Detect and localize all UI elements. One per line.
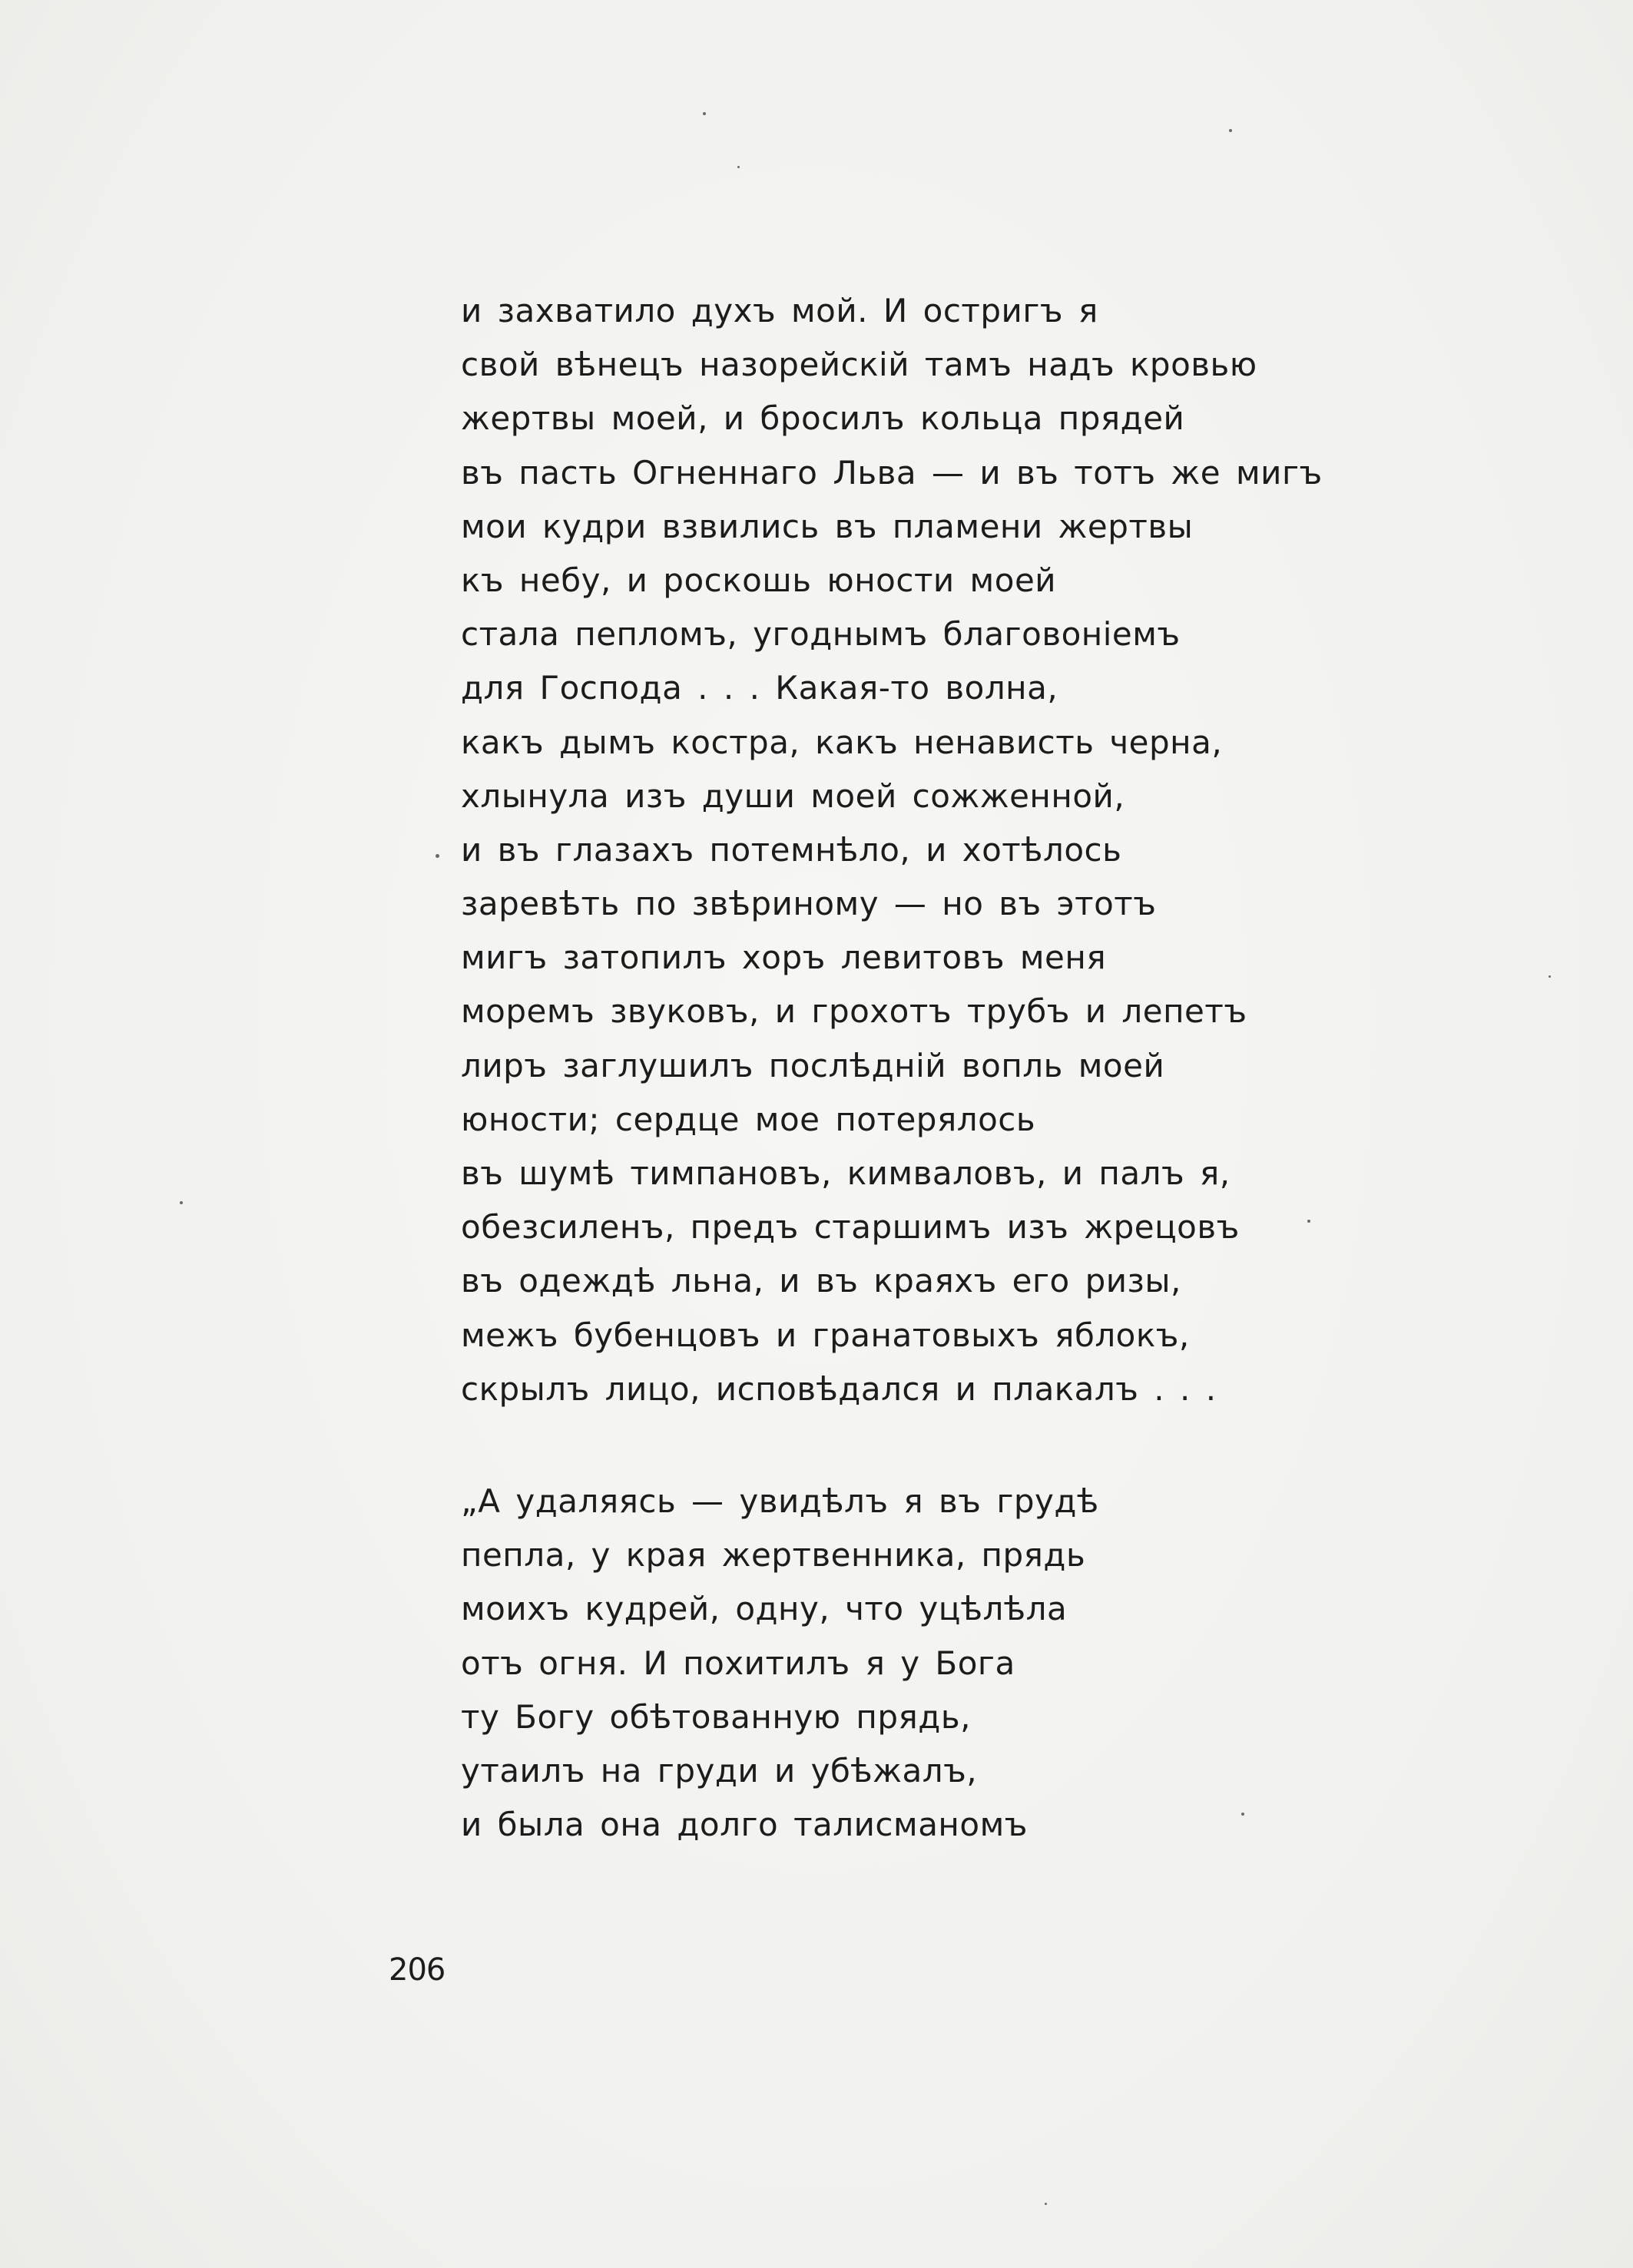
text-line: мои кудри взвились въ пламени жертвы <box>461 507 1194 545</box>
text-line: утаилъ на груди и убѣжалъ, <box>461 1751 978 1790</box>
text-line: и въ глазахъ потемнѣло, и хотѣлось <box>461 830 1122 869</box>
text-line: моремъ звуковъ, и грохотъ трубъ и лепетъ <box>461 992 1247 1031</box>
text-line: къ небу, и роскошь юности моей <box>461 561 1057 599</box>
text-line: какъ дымъ костра, какъ ненависть черна, <box>461 723 1223 761</box>
text-line: заревѣть по звѣриному — но въ этотъ <box>461 885 1157 923</box>
page-number: 206 <box>389 1952 446 1988</box>
text-line: и была она долго талисманомъ <box>461 1806 1028 1844</box>
paper-speck <box>1045 2203 1047 2205</box>
text-line: лиръ заглушилъ послѣдній вопль моей <box>461 1046 1165 1084</box>
text-line: стала пепломъ, угоднымъ благовоніемъ <box>461 615 1181 654</box>
paper-speck <box>1549 975 1551 978</box>
text-line: скрылъ лицо, исповѣдался и плакалъ . . . <box>461 1369 1217 1408</box>
text-line: жертвы моей, и бросилъ кольца прядей <box>461 399 1185 438</box>
paper-speck <box>1229 129 1232 132</box>
text-line: юности; сердце мое потерялось <box>461 1100 1036 1138</box>
paper-speck <box>1241 1813 1244 1816</box>
paragraph-2 <box>461 1475 1383 1852</box>
text-line: отъ огня. И похитилъ я у Бога <box>461 1644 1015 1682</box>
paper-speck <box>703 112 706 115</box>
text-line: обезсиленъ, предъ старшимъ изъ жрецовъ <box>461 1208 1240 1247</box>
text-line: пепла, у края жертвенника, прядь <box>461 1536 1086 1574</box>
paper-speck <box>436 854 439 858</box>
text-line: свой вѣнецъ назорейскій тамъ надъ кровью <box>461 346 1257 384</box>
text-line: мигъ затопилъ хоръ левитовъ меня <box>461 939 1107 977</box>
text-line: въ шумѣ тимпановъ, кимваловъ, и палъ я, <box>461 1154 1231 1192</box>
text-line: въ одеждѣ льна, и въ краяхъ его ризы, <box>461 1262 1181 1300</box>
text-line: для Господа . . . Какая-то волна, <box>461 669 1058 707</box>
text-line: межъ бубенцовъ и гранатовыхъ яблокъ, <box>461 1316 1190 1354</box>
paragraph-1 <box>461 284 1383 1416</box>
text-line: хлынула изъ души моей сожженной, <box>461 776 1125 815</box>
text-line: „А удаляясь — увидѣлъ я въ грудѣ <box>461 1482 1099 1520</box>
text-line: моихъ кудрей, одну, что уцѣлѣла <box>461 1590 1068 1628</box>
paper-speck <box>180 1201 183 1204</box>
text-line: и захватило духъ мой. И остригъ я <box>461 292 1098 329</box>
text-line: въ пасть Огненнаго Льва — и въ тотъ же мигъ <box>461 453 1323 492</box>
paper-speck <box>737 166 740 168</box>
text-line: ту Богу обѣтованную прядь, <box>461 1697 971 1736</box>
paper-speck <box>1307 1220 1310 1223</box>
